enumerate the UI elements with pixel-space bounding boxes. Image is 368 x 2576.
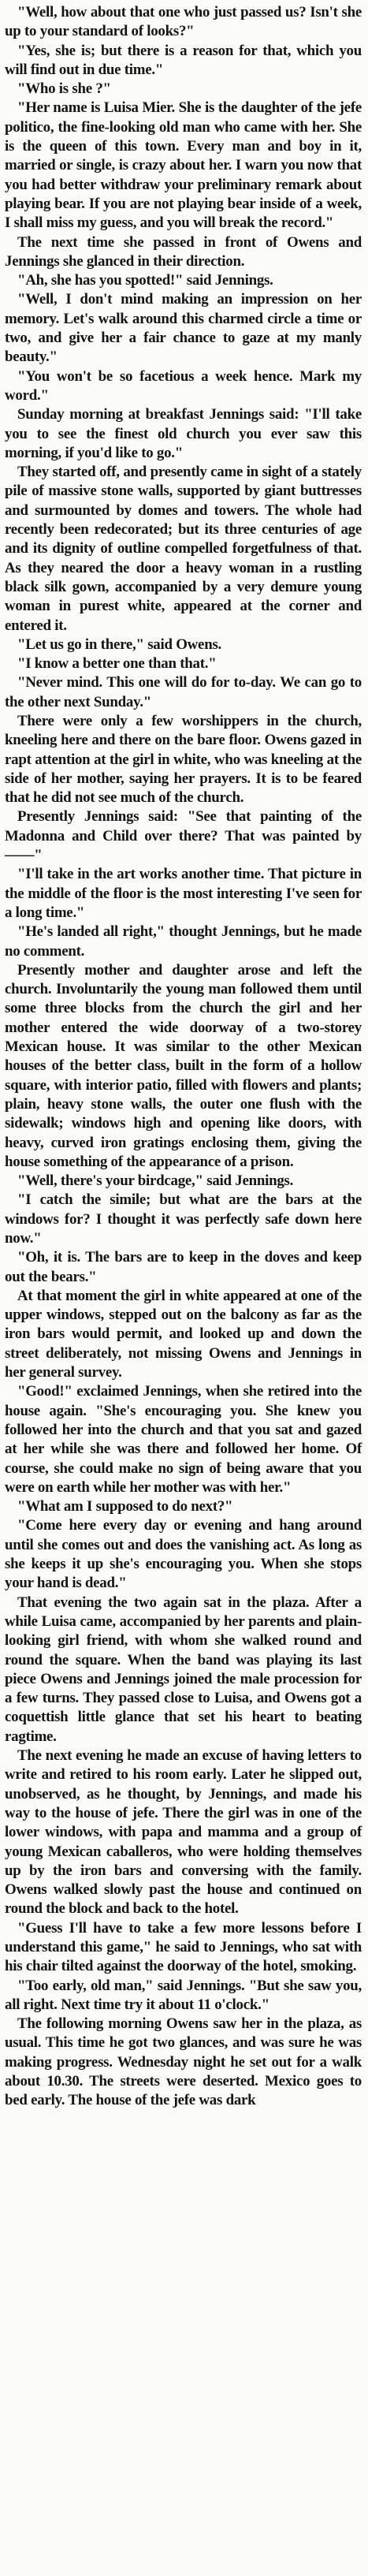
paragraph-22: At that moment the girl in white appeared at one of the upper windows, stepped out on the balcony as far as the iron bars would permit, and looked up and down the street deliberately, not missing Owens and Jennings in her general survey.	[5, 1287, 362, 1381]
paragraph-5: The next time she passed in front of Owens and Jennings she glanced in their direction.	[5, 233, 362, 270]
paragraph-2: "Yes, she is; but there is a reason for that, which you will find out in due time."	[5, 42, 362, 78]
paragraph-6: "Ah, she has you spotted!" said Jennings.	[17, 272, 273, 289]
paragraph-7: "Well, I don't mind making an impression on her memory. Let's walk around this charmed circle a time or two, and give her a fair chance to gaze at my manly beauty."	[5, 291, 362, 366]
paragraph-16: "I'll take in the art works another time. That picture in the middle of the floor is the most interesting I've seen for a long time."	[5, 866, 362, 921]
paragraph-28: "Guess I'll have to take a few more lessons before I understand this game," he said to Jennings, who sat with his chair tilted against the doorway of the hotel, smoking.	[5, 1919, 362, 1975]
paragraph-3: "Who is she ?"	[17, 80, 111, 98]
paragraph-26: That evening the two again sat in the plaza. After a while Luisa came, accompanied by her parents and plain-looking girl friend, with whom she walked round and round the square. When the band was playing its last piece Owens and Jennings joined the male procession for a few turns. They passed close to Luisa, and Owens got a coquettish little glance that set his heart to beating ragtime.	[5, 1594, 362, 1745]
paragraph-8: "You won't be so facetious a week hence. Mark my word."	[5, 367, 362, 404]
paragraph-18: Presently mother and daughter arose and left the church. Involuntarily the young man followed them until some three blocks from the church the girl and her mother entered the wide doorway of a two-storey Mexican house. It was similar to the other Mexican houses of the better class, built in the form of a hollow square, with interior patio, filled with flowers and plants; plain, heavy stone walls, the outer one flush with the sidewalk; windows high and opening like doors, with heavy, curved iron gratings enclosing them, giving the house something of the appearance of a prison.	[5, 961, 362, 1170]
article-column	[5, 3, 362, 2111]
paragraph-25: "Come here every day or evening and hang around until she comes out and does the vanishing act. As long as she keeps it up she's encouraging you. When she stops your hand is dead."	[5, 1517, 362, 1592]
paragraph-10: They started off, and presently came in sight of a stately pile of massive stone walls, supported by giant buttresses and surmounted by domes and towers. The whole had recently been redecorated; but its three centuries of age and its dignity of outline compelled forgetfulness of that. As they neared the door a heavy woman in a rustling black silk gown, accompanied by a very demure young woman in purest white, appeared at the corner and entered it.	[5, 464, 362, 634]
paragraph-11: "Let us go in there," said Owens.	[17, 636, 222, 653]
paragraph-21: "Oh, it is. The bars are to keep in the doves and keep out the bears."	[5, 1249, 362, 1285]
paragraph-29: "Too early, old man," said Jennings. "But she saw you, all right. Next time try it about 11 o'clock."	[5, 1977, 362, 2013]
paragraph-12: "I know a better one than that."	[17, 655, 217, 673]
paragraph-4: "Her name is Luisa Mier. She is the daughter of the jefe politico, the fine-looking old man who came with her. She is the queen of this town. Every man and boy in it, married or single, is crazy about her. I warn you now that you had better withdraw your preliminary remark about playing bear. If you are not playing bear inside of a week, I shall miss my guess, and you will break the record."	[5, 99, 362, 232]
paragraph-24: "What am I supposed to do next?"	[17, 1498, 233, 1515]
paragraph-23: "Good!" exclaimed Jennings, when she retired into the house again. "She's encouraging you. She knew you followed her into the church and that you sat and gazed at her while she was there and followed her home. Of course, she could make no sign of being aware that you were on earth while her mother was with her."	[5, 1383, 362, 1496]
paragraph-15: Presently Jennings said: "See that painting of the Madonna and Child over there? That was painted by——"	[5, 808, 362, 864]
paragraph-17: "He's landed all right," thought Jennings, but he made no comment.	[5, 923, 362, 960]
paragraph-13: "Never mind. This one will do for to-day. We can go to the other next Sunday."	[5, 674, 362, 710]
paragraph-19: "Well, there's your birdcage," said Jennings.	[17, 1172, 294, 1190]
paragraph-14: There were only a few worshippers in the church, kneeling here and there on the bare floor. Owens gazed in rapt attention at the girl in white, who was kneeling at the side of her mother, saying her prayers. It is to be feared that he did not see much of the church.	[5, 712, 362, 807]
paragraph-9: Sunday morning at breakfast Jennings said: "I'll take you to see the finest old church you ever saw this morning, if you'd like to go."	[5, 406, 362, 461]
paragraph-20: "I catch the simile; but what are the bars at the windows for? I thought it was perfectly safe down here now."	[5, 1191, 362, 1247]
paragraph-27: The next evening he made an excuse of having letters to write and retired to his room early. Later he slipped out, unobserved, as he thought, by Jennings, and made his way to the house of jefe. There the girl was in one of the lower windows, with papa and mamma and a group of young Mexican caballeros, who were holding themselves up by the iron bars and conversing with the family. Owens walked slowly past the house and continued on round the block and back to the hotel.	[5, 1747, 362, 1918]
paragraph-30: The following morning Owens saw her in the plaza, as usual. This time he got two glances, and was sure he was making progress. Wednesday night he set out for a walk about 10.30. The streets were deserted. Mexico goes to bed early. The house of the jefe was dark	[5, 2015, 362, 2109]
paragraph-1: "Well, how about that one who just passed us? Isn't she up to your standard of looks?"	[5, 4, 362, 40]
